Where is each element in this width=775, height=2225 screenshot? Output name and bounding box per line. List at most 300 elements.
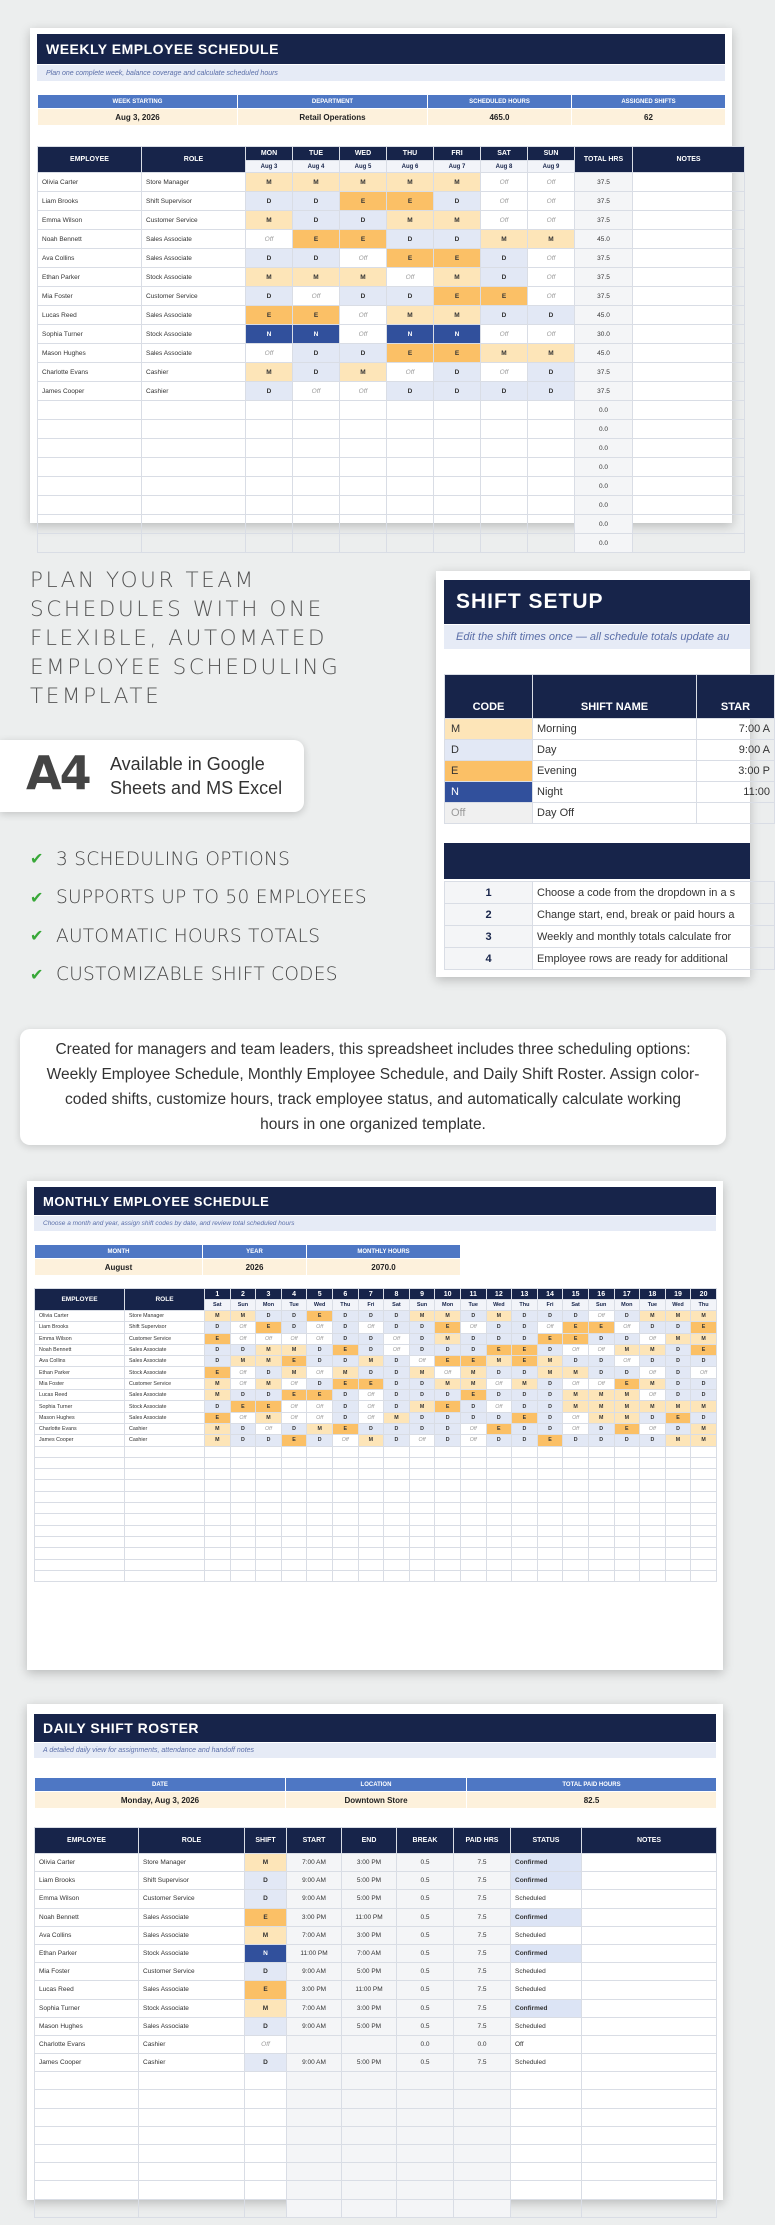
shift-cell[interactable]: M [588,1401,614,1412]
shift-cell[interactable]: D [409,1333,435,1344]
empty-cell[interactable] [139,2181,245,2199]
shift-cell[interactable]: D [307,1344,333,1355]
shift-cell[interactable] [434,458,481,477]
empty-cell[interactable] [205,1491,231,1502]
empty-cell[interactable] [397,2108,454,2126]
empty-cell[interactable] [38,496,142,515]
shift-cell[interactable]: N [246,325,293,344]
shift-cell[interactable]: D [481,306,528,325]
empty-cell[interactable] [139,2145,245,2163]
empty-cell[interactable] [38,458,142,477]
empty-cell[interactable] [139,2126,245,2144]
shift-cell[interactable]: M [387,306,434,325]
shift-cell[interactable]: E [387,192,434,211]
shift-cell[interactable]: Off [481,211,528,230]
empty-cell[interactable] [563,1491,589,1502]
shift-cell[interactable] [434,496,481,515]
shift-cell[interactable]: Off [281,1401,307,1412]
shift-cell[interactable] [528,515,575,534]
shift-start[interactable]: 3:00 P [697,761,775,782]
shift-cell[interactable]: D [537,1378,563,1389]
empty-cell[interactable] [691,1548,717,1559]
shift-name[interactable]: Day [533,740,697,761]
empty-cell[interactable] [460,1570,486,1581]
empty-cell[interactable] [332,1514,358,1525]
empty-cell[interactable] [142,401,246,420]
shift-cell[interactable]: M [665,1401,691,1412]
shift-cell[interactable]: D [281,1311,307,1322]
empty-cell[interactable] [358,1446,384,1457]
empty-cell[interactable] [342,2181,397,2199]
empty-cell[interactable] [563,1570,589,1581]
notes-cell[interactable] [633,534,745,553]
shift-cell[interactable]: Off [614,1322,640,1333]
empty-cell[interactable] [397,2072,454,2090]
shift-cell[interactable]: D [245,2017,287,2035]
shift-cell[interactable]: E [387,249,434,268]
notes-cell[interactable] [582,1944,717,1962]
empty-cell[interactable] [307,1491,333,1502]
shift-cell[interactable]: D [332,1322,358,1333]
shift-cell[interactable]: Off [281,1333,307,1344]
empty-cell[interactable] [512,1457,538,1468]
empty-cell[interactable] [307,1559,333,1570]
shift-cell[interactable] [434,534,481,553]
shift-cell[interactable]: D [537,1401,563,1412]
empty-cell[interactable] [537,1457,563,1468]
shift-cell[interactable]: Off [528,211,575,230]
empty-cell[interactable] [342,2163,397,2181]
empty-cell[interactable] [281,1536,307,1547]
notes-cell[interactable] [633,439,745,458]
shift-cell[interactable] [528,420,575,439]
shift-cell[interactable]: D [293,211,340,230]
empty-cell[interactable] [38,534,142,553]
empty-cell[interactable] [287,2090,342,2108]
empty-cell[interactable] [142,458,246,477]
shift-cell[interactable]: M [245,1854,287,1872]
status-badge[interactable]: Off [511,2035,582,2053]
shift-cell[interactable]: E [435,1322,461,1333]
shift-cell[interactable]: D [563,1311,589,1322]
shift-cell[interactable]: Off [332,1435,358,1446]
shift-cell[interactable]: Off [563,1378,589,1389]
shift-cell[interactable]: D [435,1344,461,1355]
empty-cell[interactable] [287,2145,342,2163]
summary-value[interactable]: 2026 [203,1259,307,1276]
status-badge[interactable]: Confirmed [511,1872,582,1890]
shift-cell[interactable]: D [563,1435,589,1446]
empty-cell[interactable] [614,1503,640,1514]
empty-cell[interactable] [435,1514,461,1525]
shift-cell[interactable]: M [205,1311,231,1322]
empty-cell[interactable] [454,2145,511,2163]
empty-cell[interactable] [205,1514,231,1525]
summary-value[interactable]: 82.5 [467,1792,717,1809]
shift-cell[interactable]: M [340,173,387,192]
shift-cell[interactable]: D [384,1311,410,1322]
empty-cell[interactable] [512,1469,538,1480]
shift-cell[interactable]: D [512,1367,538,1378]
empty-cell[interactable] [435,1536,461,1547]
shift-cell[interactable]: D [486,1412,512,1423]
shift-cell[interactable] [481,496,528,515]
shift-cell[interactable]: Off [481,192,528,211]
notes-cell[interactable] [633,268,745,287]
empty-cell[interactable] [281,1503,307,1514]
empty-cell[interactable] [35,1469,125,1480]
shift-cell[interactable]: D [691,1390,717,1401]
shift-cell[interactable]: Off [358,1322,384,1333]
shift-cell[interactable]: M [481,230,528,249]
shift-cell[interactable] [528,534,575,553]
summary-value[interactable]: 2070.0 [307,1259,461,1276]
shift-cell[interactable]: M [256,1344,282,1355]
empty-cell[interactable] [511,2126,582,2144]
notes-cell[interactable] [582,2072,717,2090]
notes-cell[interactable] [633,401,745,420]
empty-cell[interactable] [563,1480,589,1491]
empty-cell[interactable] [125,1536,205,1547]
empty-cell[interactable] [435,1503,461,1514]
notes-cell[interactable] [582,1908,717,1926]
shift-cell[interactable]: M [340,363,387,382]
shift-cell[interactable]: D [409,1423,435,1434]
shift-cell[interactable]: Off [563,1344,589,1355]
empty-cell[interactable] [512,1514,538,1525]
shift-cell[interactable]: E [256,1322,282,1333]
shift-cell[interactable]: D [537,1412,563,1423]
empty-cell[interactable] [588,1514,614,1525]
shift-cell[interactable] [387,439,434,458]
empty-cell[interactable] [614,1446,640,1457]
shift-cell[interactable]: M [665,1311,691,1322]
shift-cell[interactable]: E [340,230,387,249]
shift-cell[interactable] [387,534,434,553]
shift-cell[interactable]: E [512,1412,538,1423]
shift-cell[interactable] [434,439,481,458]
shift-cell[interactable]: M [409,1367,435,1378]
empty-cell[interactable] [384,1536,410,1547]
shift-cell[interactable]: Off [640,1390,666,1401]
shift-cell[interactable]: M [640,1344,666,1355]
shift-cell[interactable] [246,458,293,477]
shift-cell[interactable]: D [340,287,387,306]
shift-cell[interactable]: M [358,1356,384,1367]
empty-cell[interactable] [125,1548,205,1559]
shift-cell[interactable]: D [512,1401,538,1412]
shift-cell[interactable]: M [537,1356,563,1367]
shift-cell[interactable]: Off [409,1435,435,1446]
shift-cell[interactable]: D [332,1412,358,1423]
shift-cell[interactable]: M [387,211,434,230]
empty-cell[interactable] [384,1559,410,1570]
empty-cell[interactable] [35,1503,125,1514]
shift-cell[interactable]: M [563,1401,589,1412]
status-badge[interactable]: Scheduled [511,1963,582,1981]
shift-cell[interactable]: E [205,1367,231,1378]
shift-cell[interactable]: M [614,1390,640,1401]
empty-cell[interactable] [307,1548,333,1559]
empty-cell[interactable] [142,420,246,439]
empty-cell[interactable] [512,1525,538,1536]
empty-cell[interactable] [245,2126,287,2144]
shift-cell[interactable]: M [256,1412,282,1423]
shift-cell[interactable]: E [588,1322,614,1333]
empty-cell[interactable] [342,2126,397,2144]
shift-cell[interactable] [293,515,340,534]
summary-value[interactable]: 62 [572,109,726,126]
empty-cell[interactable] [397,2126,454,2144]
shift-cell[interactable]: E [332,1344,358,1355]
empty-cell[interactable] [358,1514,384,1525]
empty-cell[interactable] [537,1548,563,1559]
shift-cell[interactable]: D [245,2054,287,2072]
shift-cell[interactable]: M [614,1412,640,1423]
shift-cell[interactable]: Off [640,1367,666,1378]
shift-cell[interactable]: M [409,1401,435,1412]
empty-cell[interactable] [332,1446,358,1457]
shift-cell[interactable]: E [537,1435,563,1446]
empty-cell[interactable] [256,1457,282,1468]
empty-cell[interactable] [435,1491,461,1502]
shift-cell[interactable]: D [384,1356,410,1367]
empty-cell[interactable] [125,1446,205,1457]
shift-cell[interactable]: Off [230,1378,256,1389]
shift-cell[interactable]: E [307,1311,333,1322]
shift-cell[interactable]: Off [528,192,575,211]
status-badge[interactable]: Scheduled [511,1926,582,1944]
shift-cell[interactable]: D [460,1412,486,1423]
shift-start[interactable] [697,803,775,824]
shift-cell[interactable]: D [307,1356,333,1367]
empty-cell[interactable] [409,1469,435,1480]
shift-cell[interactable]: E [434,344,481,363]
shift-cell[interactable]: M [434,211,481,230]
shift-cell[interactable]: E [512,1356,538,1367]
shift-cell[interactable]: M [205,1423,231,1434]
empty-cell[interactable] [512,1570,538,1581]
shift-cell[interactable]: D [281,1322,307,1333]
empty-cell[interactable] [409,1446,435,1457]
shift-cell[interactable]: Off [387,363,434,382]
shift-cell[interactable]: D [512,1311,538,1322]
shift-cell[interactable]: M [460,1367,486,1378]
shift-cell[interactable]: D [460,1344,486,1355]
shift-cell[interactable]: M [384,1412,410,1423]
status-badge[interactable]: Scheduled [511,1890,582,1908]
shift-cell[interactable]: D [528,363,575,382]
empty-cell[interactable] [588,1457,614,1468]
shift-cell[interactable]: D [665,1356,691,1367]
notes-cell[interactable] [633,306,745,325]
empty-cell[interactable] [230,1525,256,1536]
empty-cell[interactable] [35,1548,125,1559]
empty-cell[interactable] [665,1469,691,1480]
shift-cell[interactable]: D [245,1963,287,1981]
empty-cell[interactable] [281,1480,307,1491]
shift-cell[interactable]: M [563,1367,589,1378]
notes-cell[interactable] [582,1963,717,1981]
shift-cell[interactable] [293,439,340,458]
empty-cell[interactable] [38,477,142,496]
empty-cell[interactable] [256,1491,282,1502]
shift-cell[interactable]: M [512,1378,538,1389]
empty-cell[interactable] [332,1457,358,1468]
empty-cell[interactable] [287,2126,342,2144]
shift-cell[interactable] [293,477,340,496]
empty-cell[interactable] [486,1536,512,1547]
empty-cell[interactable] [307,1469,333,1480]
empty-cell[interactable] [38,420,142,439]
shift-cell[interactable]: Off [537,1322,563,1333]
shift-cell[interactable]: M [691,1435,717,1446]
shift-cell[interactable]: D [537,1423,563,1434]
shift-cell[interactable]: D [358,1423,384,1434]
notes-cell[interactable] [582,1926,717,1944]
shift-cell[interactable]: M [614,1344,640,1355]
empty-cell[interactable] [486,1570,512,1581]
empty-cell[interactable] [125,1480,205,1491]
empty-cell[interactable] [409,1480,435,1491]
empty-cell[interactable] [287,2199,342,2217]
shift-cell[interactable]: Off [245,2035,287,2053]
shift-cell[interactable]: E [435,1356,461,1367]
shift-cell[interactable]: D [481,382,528,401]
shift-cell[interactable]: D [409,1322,435,1333]
shift-cell[interactable]: M [528,344,575,363]
shift-cell[interactable]: Off [340,325,387,344]
shift-cell[interactable]: D [512,1423,538,1434]
shift-name[interactable]: Evening [533,761,697,782]
empty-cell[interactable] [142,439,246,458]
shift-cell[interactable] [246,420,293,439]
shift-cell[interactable]: E [614,1378,640,1389]
shift-cell[interactable]: D [293,344,340,363]
empty-cell[interactable] [35,1570,125,1581]
shift-cell[interactable]: Off [293,382,340,401]
shift-cell[interactable]: D [246,287,293,306]
status-badge[interactable]: Confirmed [511,1944,582,1962]
shift-cell[interactable]: E [434,287,481,306]
empty-cell[interactable] [588,1469,614,1480]
shift-cell[interactable]: E [563,1333,589,1344]
empty-cell[interactable] [537,1491,563,1502]
empty-cell[interactable] [358,1457,384,1468]
shift-cell[interactable]: D [486,1390,512,1401]
status-badge[interactable]: Scheduled [511,2054,582,2072]
shift-cell[interactable]: Off [307,1367,333,1378]
shift-cell[interactable]: M [205,1378,231,1389]
shift-cell[interactable]: D [246,192,293,211]
shift-cell[interactable]: D [614,1333,640,1344]
notes-cell[interactable] [633,344,745,363]
empty-cell[interactable] [256,1480,282,1491]
empty-cell[interactable] [35,2126,139,2144]
empty-cell[interactable] [35,2108,139,2126]
shift-name[interactable]: Morning [533,719,697,740]
shift-cell[interactable]: D [332,1311,358,1322]
empty-cell[interactable] [691,1457,717,1468]
shift-cell[interactable]: M [358,1435,384,1446]
empty-cell[interactable] [281,1491,307,1502]
empty-cell[interactable] [205,1559,231,1570]
empty-cell[interactable] [256,1514,282,1525]
shift-cell[interactable]: E [387,344,434,363]
empty-cell[interactable] [512,1480,538,1491]
shift-cell[interactable]: E [293,230,340,249]
shift-cell[interactable]: D [665,1344,691,1355]
empty-cell[interactable] [142,496,246,515]
empty-cell[interactable] [614,1491,640,1502]
empty-cell[interactable] [563,1469,589,1480]
shift-cell[interactable]: M [281,1344,307,1355]
empty-cell[interactable] [665,1480,691,1491]
shift-cell[interactable]: D [614,1367,640,1378]
shift-cell[interactable]: M [281,1367,307,1378]
empty-cell[interactable] [640,1503,666,1514]
shift-cell[interactable]: M [691,1333,717,1344]
shift-cell[interactable]: E [563,1322,589,1333]
empty-cell[interactable] [307,1514,333,1525]
shift-cell[interactable]: E [512,1344,538,1355]
empty-cell[interactable] [281,1446,307,1457]
shift-cell[interactable]: D [486,1322,512,1333]
empty-cell[interactable] [35,2072,139,2090]
shift-cell[interactable]: D [434,382,481,401]
shift-cell[interactable]: D [307,1435,333,1446]
shift-cell[interactable]: Off [460,1423,486,1434]
empty-cell[interactable] [435,1480,461,1491]
empty-cell[interactable] [460,1503,486,1514]
shift-cell[interactable]: Off [340,382,387,401]
shift-cell[interactable]: E [358,1378,384,1389]
shift-cell[interactable]: D [640,1356,666,1367]
shift-cell[interactable]: E [205,1412,231,1423]
shift-cell[interactable] [340,420,387,439]
empty-cell[interactable] [409,1491,435,1502]
empty-cell[interactable] [460,1559,486,1570]
shift-cell[interactable]: D [435,1390,461,1401]
shift-cell[interactable]: D [230,1435,256,1446]
shift-cell[interactable] [387,420,434,439]
shift-cell[interactable] [434,477,481,496]
shift-cell[interactable]: D [481,249,528,268]
shift-cell[interactable]: Off [460,1435,486,1446]
empty-cell[interactable] [563,1536,589,1547]
empty-cell[interactable] [691,1570,717,1581]
shift-cell[interactable] [293,458,340,477]
notes-cell[interactable] [582,1890,717,1908]
shift-cell[interactable]: D [332,1401,358,1412]
shift-cell[interactable]: D [384,1322,410,1333]
empty-cell[interactable] [205,1525,231,1536]
shift-cell[interactable]: D [614,1435,640,1446]
empty-cell[interactable] [640,1570,666,1581]
empty-cell[interactable] [409,1559,435,1570]
empty-cell[interactable] [332,1559,358,1570]
shift-cell[interactable]: E [691,1322,717,1333]
empty-cell[interactable] [142,515,246,534]
empty-cell[interactable] [640,1446,666,1457]
empty-cell[interactable] [563,1548,589,1559]
notes-cell[interactable] [633,173,745,192]
shift-cell[interactable]: D [512,1322,538,1333]
empty-cell[interactable] [397,2199,454,2217]
shift-cell[interactable]: E [281,1390,307,1401]
shift-cell[interactable]: E [486,1423,512,1434]
empty-cell[interactable] [537,1536,563,1547]
